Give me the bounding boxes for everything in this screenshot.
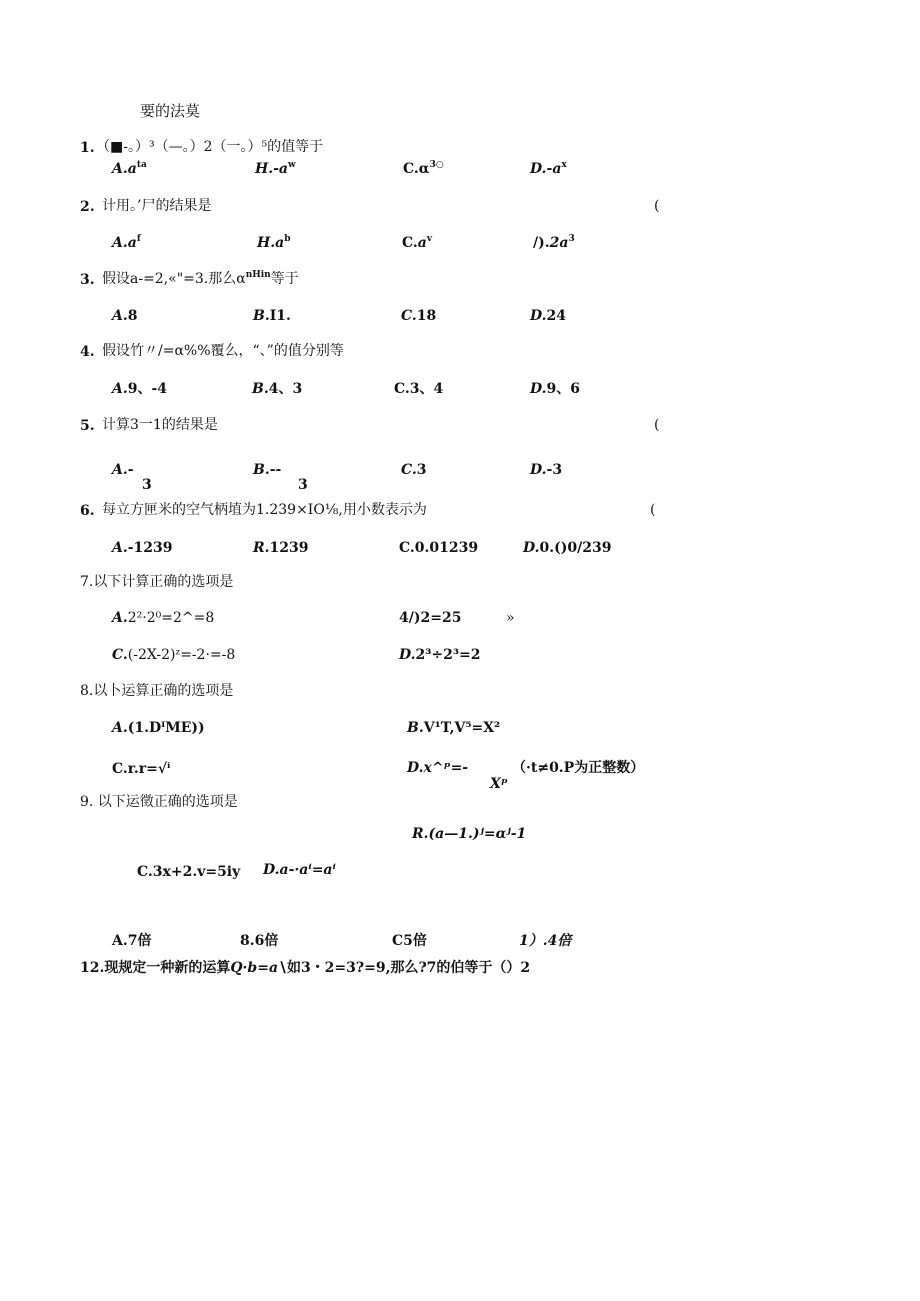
option-c: C.0.01239 [399,540,479,556]
question-number: 3. [80,272,95,288]
answer-paren: ( [654,417,660,433]
option-c: C.(-2X-2)ᶻ=-2·=-8 [112,647,236,663]
question-number: 6. [80,503,95,519]
option-b: B.-- [253,462,282,478]
question-stem: 8.以卜运算正确的选项是 [80,683,234,699]
option-a: A.7倍 [112,933,152,949]
option-b: R.(a—1.)ʲ=αʲ-1 [412,826,527,842]
option-d: D.-3 [530,462,563,478]
option-a: A.- [112,462,134,478]
question-stem: 计算3一1的结果是 [102,417,218,433]
option-b: B.4、3 [252,381,303,397]
question-number: 1. [80,140,95,156]
option-c: $C.a^v$ [402,234,433,251]
option-d: $D.-a^x$ [530,160,567,177]
margin-mark: » [506,610,515,626]
option-d-denominator: Xᵖ [490,776,508,792]
option-b: $H.-a^w$ [255,160,296,177]
option-d: 1）.4倍 [519,933,572,949]
option-b: B.V¹T,V⁵=X² [407,720,501,736]
question-stem: 每立方匣米的空气柄埴为1.239×IO⅛,用小数表示为 [102,502,427,518]
question-stem: 7.以下计算正确的选项是 [80,574,234,590]
option-c: C.3、4 [394,381,444,397]
question-stem: 假设竹〃/=α%%覆么，“、”的值分别等 [102,343,344,359]
option-d: D.a-·aⁱ=aⁱ [263,862,336,878]
option-d: D.9、6 [530,381,580,397]
question-stem: 计用。’尸的结果是 [102,198,212,214]
page-title: 要的法莫 [140,102,201,120]
option-b: $H.a^b$ [257,234,291,251]
option-a: A.(1.DᴵME)) [112,720,205,736]
option-d: D.2³÷2³=2 [399,647,481,663]
option-a: A.-1239 [112,540,173,556]
option-c: C.r.r=√ⁱ [112,761,171,777]
option-a: A.9、-4 [112,381,168,397]
question-stem: 9. 以下运徵正确的选项是 [80,794,238,810]
answer-paren: ( [650,502,656,518]
option-a: A.2²·2⁰=2^=8 [112,610,215,626]
option-b: 8.6倍 [240,933,279,949]
option-c: $C.\alpha^{3○}$ [403,160,444,177]
option-a-denominator: 3 [142,477,152,493]
option-d: D.x^ᵖ=- [407,760,469,776]
option-d: D.0.()0/239 [523,540,612,556]
option-b: R.1239 [253,540,309,556]
option-c: C.18 [401,308,437,324]
option-c: C.3 [401,462,427,478]
question-number: 2. [80,199,95,215]
question-stem: 12.现规定一种新的运算Q·b=a∖如3・2=3?=9,那么?7的伯等于（）2 [80,960,531,976]
option-a: $A.a^f$ [112,234,141,251]
option-a: A.8 [112,308,138,324]
option-a: $A.a^{ta}$ [112,160,147,177]
question-number: 4. [80,344,95,360]
option-d: $/).2a^3$ [533,234,575,251]
option-c: C.3x+2.v=5iy [137,864,241,880]
answer-paren: ( [654,198,660,214]
option-d-note: （·t≠0.P为正整数） [512,760,645,776]
option-b: B.I1. [253,308,291,324]
question-stem: 假设a-=2,«"=3.那么$\alpha^{nHin}$等于 [102,270,299,287]
option-b: 4/)2=25 [399,610,462,626]
question-number: 5. [80,418,95,434]
option-d: D.24 [530,308,566,324]
option-c: C5倍 [392,933,427,949]
option-b-denominator: 3 [298,477,308,493]
question-stem: （■-。）³（—。）2（一。）⁵的值等于 [96,139,324,155]
